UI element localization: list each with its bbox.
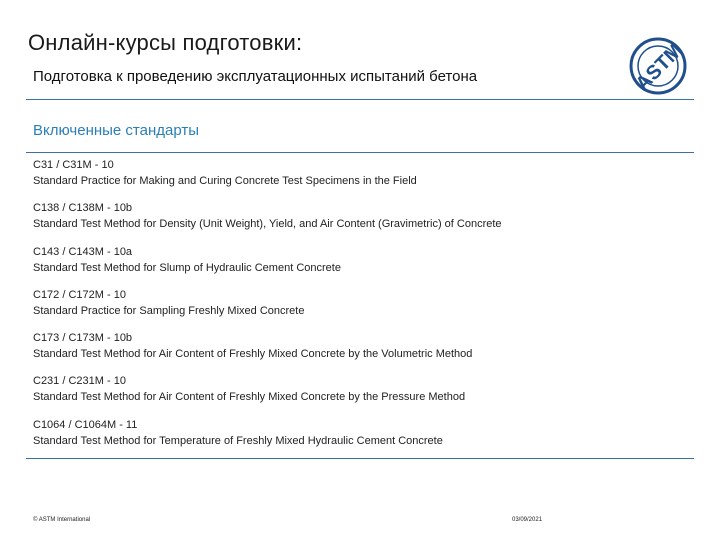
page-subtitle: Подготовка к проведению эксплуатационных испытаний бетона: [33, 68, 478, 85]
section-heading: Включенные стандарты: [33, 122, 200, 139]
divider: [26, 99, 694, 100]
footer-date: 03/09/2021: [512, 517, 543, 523]
footer-copyright: © ASTM International: [33, 517, 91, 523]
list-item: [33, 200, 693, 243]
standard-title: Standard Test Method for Air Content of Freshly Mixed Concrete by the Volumetric Method: [33, 348, 473, 361]
page-title: Онлайн-курсы подготовки:: [28, 30, 303, 55]
standard-code: C231 / C231M - 10: [33, 375, 126, 388]
divider: [26, 458, 694, 459]
standard-code: C173 / C173M - 10b: [33, 332, 133, 345]
standard-code: C1064 / C1064M - 11: [33, 418, 138, 431]
divider: [26, 152, 694, 153]
list-item: [33, 330, 693, 373]
standard-code: C31 / C31M - 10: [33, 159, 114, 171]
standard-title: Standard Test Method for Density (Unit Weight), Yield, and Air Content (Gravimetric) of Concrete: [33, 218, 502, 231]
list-item: [33, 373, 693, 416]
standards-list: [33, 157, 693, 460]
logo-text: ASTM: [631, 39, 688, 96]
standard-title: Standard Test Method for Slump of Hydraulic Cement Concrete: [33, 261, 341, 274]
list-item: [33, 157, 693, 200]
standard-title: Standard Test Method for Temperature of Freshly Mixed Hydraulic Cement Concrete: [33, 434, 443, 447]
list-item: [33, 244, 693, 287]
standard-title: Standard Practice for Sampling Freshly Mixed Concrete: [33, 304, 305, 317]
list-item: [33, 417, 693, 460]
standard-code: C172 / C172M - 10: [33, 288, 126, 301]
standard-title: Standard Practice for Making and Curing Concrete Test Specimens in the Field: [33, 175, 417, 187]
standard-code: C138 / C138M - 10b: [33, 202, 133, 215]
astm-logo-icon: [628, 36, 688, 96]
list-item: [33, 287, 693, 330]
standard-title: Standard Test Method for Air Content of Freshly Mixed Concrete by the Pressure Method: [33, 391, 466, 404]
standard-code: C143 / C143M - 10a: [33, 245, 133, 258]
